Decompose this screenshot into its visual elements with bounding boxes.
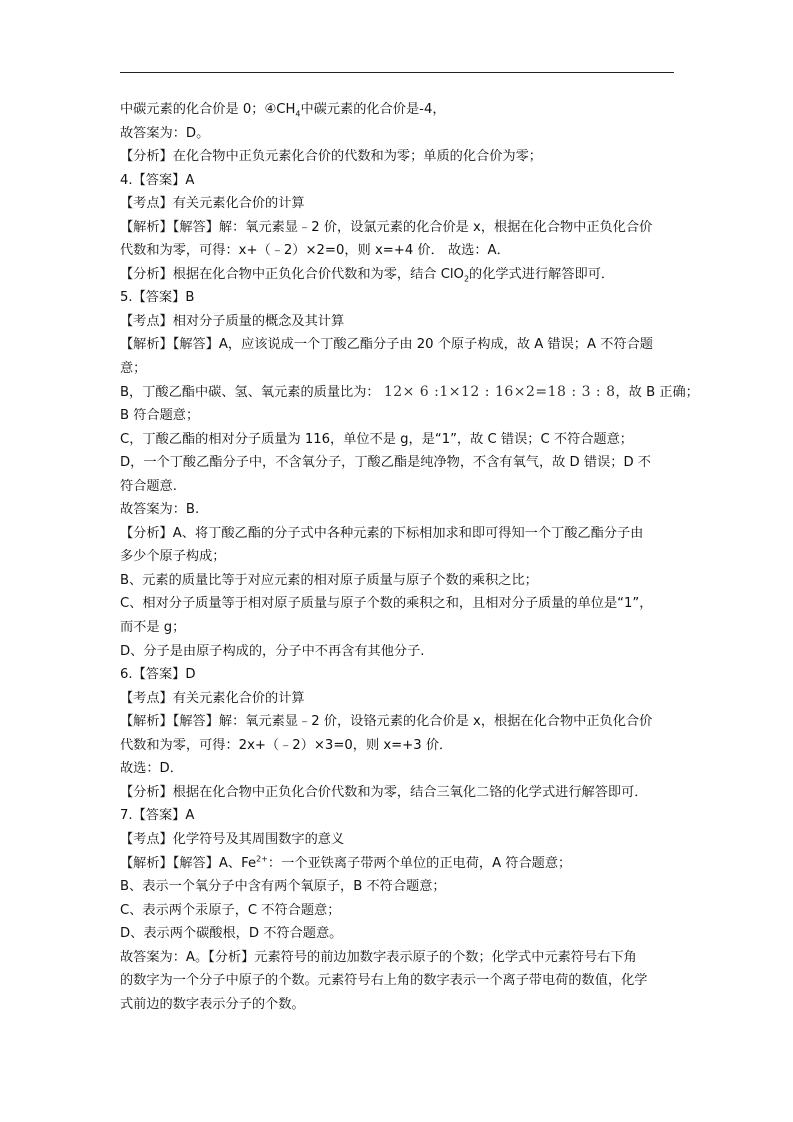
- subscript: 4: [295, 109, 301, 119]
- text-run: 而不是 g；: [120, 620, 186, 636]
- text-line-11: [120, 333, 680, 357]
- text-line-33: [120, 852, 680, 876]
- superscript: 2+: [256, 854, 268, 864]
- text-line-5: [120, 192, 680, 216]
- text-line-32: [120, 828, 680, 852]
- text-run: 【解析】【解答】A、Fe: [120, 855, 257, 871]
- text-line-6: [120, 216, 680, 240]
- text-line-12: [120, 357, 680, 381]
- text-run: 【解析】【解答】解：氧元素显﹣2 价，设氯元素的化合价是 x，根据在化合物中正负化合价: [120, 219, 653, 235]
- text-run: 故答案为：B.: [120, 502, 200, 518]
- text-line-3: [120, 145, 680, 169]
- text-run: ：一个亚铁离子带两个单位的正电荷，A 符合题意；: [267, 855, 572, 871]
- text-line-2: [120, 122, 680, 146]
- text-run: 多少个原子构成；: [120, 549, 226, 565]
- text-run: 的化学式进行解答即可．: [469, 266, 615, 282]
- text-line-38: [120, 969, 680, 993]
- text-line-28: [120, 734, 680, 758]
- subscript: 2: [463, 274, 470, 284]
- text-run: 故答案为：D。: [120, 125, 210, 141]
- text-line-37: [120, 946, 680, 970]
- text-line-16: [120, 451, 680, 475]
- text-line-17: [120, 475, 680, 499]
- text-line-20: [120, 545, 680, 569]
- text-line-35: [120, 899, 680, 923]
- text-line-39: [120, 993, 680, 1017]
- text-run: C、相对分子质量等于相对原子质量与原子个数的乘积之和，且相对分子质量的单位是“1”，: [120, 596, 653, 612]
- text-line-10: [120, 310, 680, 334]
- text-run: 故答案为：A。【分析】元素符号的前边加数字表示原子的个数；化学式中元素符号右下角: [120, 949, 637, 965]
- text-run: 式前边的数字表示分子的个数。: [120, 996, 305, 1012]
- text-run: 中碳元素的化合价是-4，: [300, 102, 446, 117]
- text-line-36: [120, 922, 680, 946]
- answer-text-body: [120, 98, 699, 1016]
- text-run: D，一个丁酸乙酯分子中，不含氧分子，丁酸乙酯是纯净物，不含有氧气，故 D 错误；D 不: [120, 455, 651, 471]
- text-line-18: [120, 498, 680, 522]
- header-rule: [120, 72, 674, 73]
- text-run: 代数和为零，可得：2x+（﹣2）×3=0，则 x=+3 价．: [120, 737, 453, 753]
- text-run: 中碳元素的化合价是 0；④CH: [120, 102, 296, 117]
- text-line-29: [120, 757, 680, 781]
- text-line-27: [120, 710, 680, 734]
- text-line-13: [120, 381, 699, 405]
- text-run: D、分子是由原子构成的，分子中不再含有其他分子.: [120, 643, 425, 659]
- text-run: 【考点】有关元素化合价的计算: [120, 196, 305, 212]
- text-run: 【分析】在化合物中正负元素化合价的代数和为零；单质的化合价为零；: [120, 149, 542, 165]
- text-run: 故选：D．: [120, 761, 183, 777]
- text-line-4: [120, 169, 680, 193]
- text-run: 【解析】【解答】A，应该说成一个丁酸乙酯分子由 20 个原子构成，故 A 错误；A 不符合题: [120, 337, 653, 353]
- text-line-24: [120, 640, 680, 664]
- text-run: 符合题意.: [120, 478, 177, 494]
- text-run: C、表示两个汞原子，C 不符合题意；: [120, 902, 341, 918]
- text-line-7: [120, 239, 680, 263]
- text-line-23: [120, 616, 680, 640]
- text-run: 【考点】有关元素化合价的计算: [120, 690, 305, 706]
- text-run: B、表示一个氧分子中含有两个氧原子，B 不符合题意；: [120, 879, 446, 895]
- text-run: 【考点】相对分子质量的概念及其计算: [120, 313, 345, 329]
- text-run: 【考点】化学符号及其周围数字的意义: [120, 831, 345, 847]
- text-run: B、元素的质量比等于对应元素的相对原子质量与原子个数的乘积之比；: [120, 572, 538, 588]
- text-run: 代数和为零，可得：x+（﹣2）×2=0，则 x=+4 价． 故选：A．: [120, 243, 510, 259]
- text-line-21: [120, 569, 680, 593]
- text-run: 6.【答案】D: [120, 667, 196, 683]
- text-line-25: [120, 663, 680, 687]
- text-run: 的数字为一个分子中原子的个数。元素符号右上角的数字表示一个离子带电荷的数值，化学: [120, 973, 648, 989]
- text-line-9: [120, 286, 680, 310]
- text-run: C，丁酸乙酯的相对分子质量为 116，单位不是 g，是“1”，故 C 错误；C 不符合题意；: [120, 431, 633, 447]
- text-line-22: [120, 592, 680, 616]
- text-line-8: [120, 263, 680, 287]
- text-line-19: [120, 522, 680, 546]
- text-run: 【分析】根据在化合物中正负化合价代数和为零，结合 ClO: [120, 266, 464, 282]
- text-line-31: [120, 804, 680, 828]
- text-run: 【分析】A、将丁酸乙酯的分子式中各种元素的下标相加求和即可得知一个丁酸乙酯分子由: [120, 525, 644, 541]
- text-run: B，丁酸乙酯中碳、氢、氧元素的质量比为：: [120, 384, 384, 400]
- text-run: D、表示两个碳酸根，D 不符合题意。: [120, 926, 343, 942]
- text-run: B 符合题意；: [120, 408, 200, 424]
- text-run: 4.【答案】A: [120, 172, 195, 188]
- mass-ratio-formula: 12× 6 :1×12 : 16×2=18 : 3 : 8: [383, 383, 616, 400]
- text-run: 5.【答案】B: [120, 290, 195, 306]
- text-line-14: [120, 404, 680, 428]
- text-line-34: [120, 875, 680, 899]
- text-run: 【解析】【解答】解：氧元素显﹣2 价，设铬元素的化合价是 x，根据在化合物中正负化合价: [120, 714, 653, 730]
- text-run: 7.【答案】A: [120, 808, 195, 824]
- text-line-26: [120, 687, 680, 711]
- text-run: 【分析】根据在化合物中正负化合价代数和为零，结合三氧化二铬的化学式进行解答即可．: [120, 784, 648, 800]
- text-line-1: [120, 98, 680, 122]
- text-line-30: [120, 781, 680, 805]
- text-line-15: [120, 428, 680, 452]
- text-run: 意；: [120, 361, 147, 377]
- text-run: ，故 B 正确；: [615, 384, 699, 400]
